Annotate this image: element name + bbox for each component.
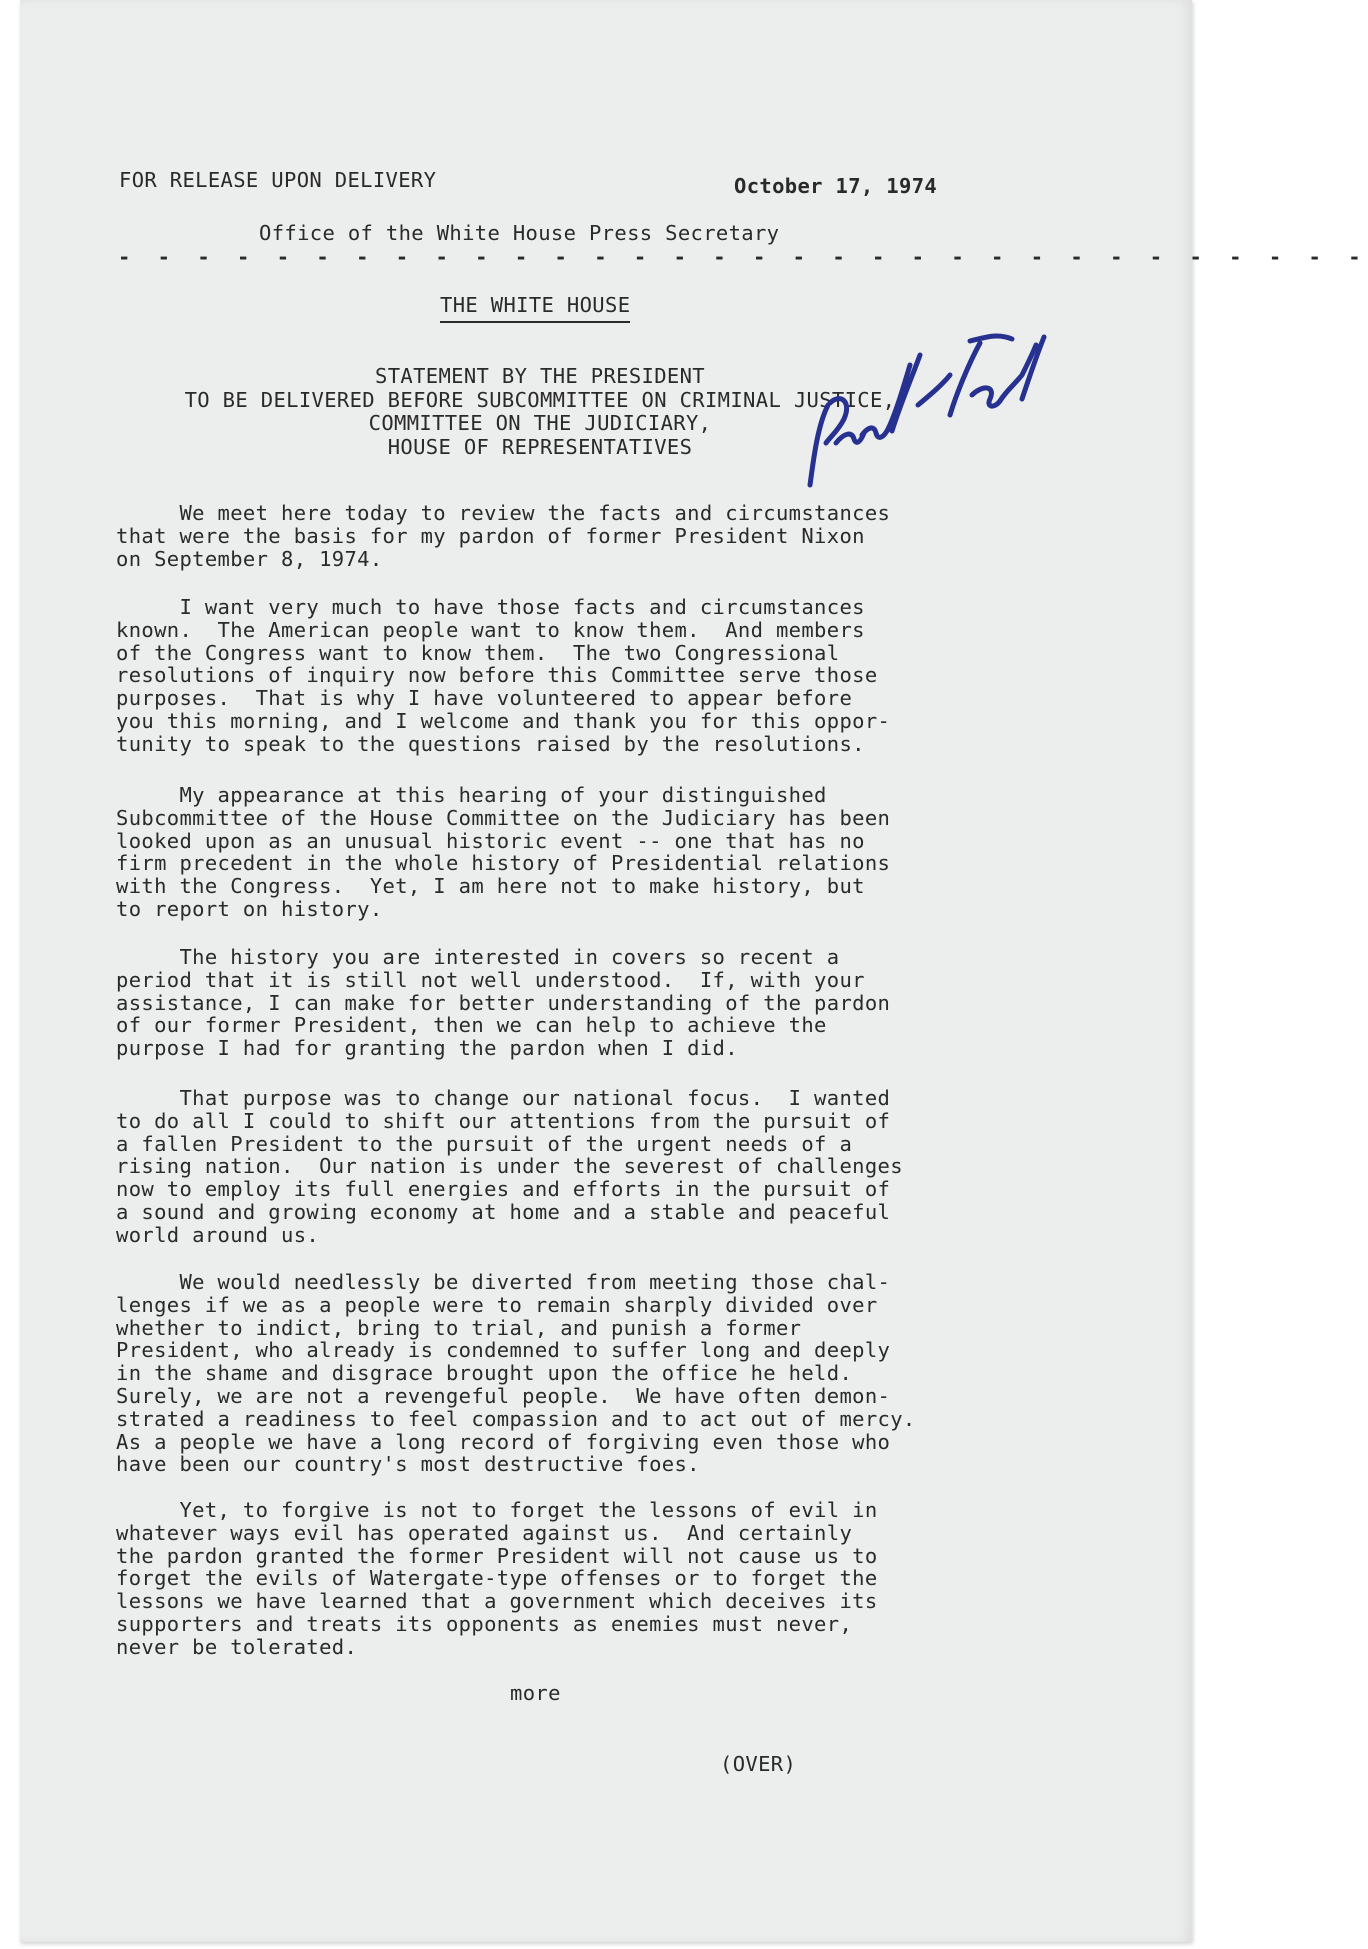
paragraph-line: now to employ its full energies and efforts in the pursuit of [116,1177,891,1202]
paragraph-line: whatever ways evil has operated against us. And certainly [116,1520,853,1545]
paragraph-line: That purpose was to change our national focus. I wanted [116,1086,891,1110]
paragraph-line: of the Congress want to know them. The two Congressional [116,640,840,665]
paragraph-line: lessons we have learned that a government which deceives its [116,1589,878,1614]
paragraph-line: have been our country's most destructive foes. [116,1452,700,1477]
paragraph-line: My appearance at this hearing of your distinguished [116,783,827,807]
paragraph-line: a sound and growing economy at home and a stable and peaceful [116,1199,891,1224]
paragraph-line: President, who already is condemned to suffer long and deeply [116,1338,891,1363]
paragraph-line: Subcommittee of the House Committee on the Judiciary has been [116,805,891,830]
paragraph-line: I want very much to have those facts and circumstances [116,595,865,619]
paragraph-line: Surely, we are not a revengeful people. We have often demon- [116,1383,891,1408]
paragraph-line: lenges if we as a people were to remain sharply divided over [116,1292,878,1317]
paragraph-line: purposes. That is why I have volunteered to appear before [116,686,853,711]
paragraph-line: firm precedent in the whole history of Presidential relations [116,851,891,876]
paragraph-line: with the Congress. Yet, I am here not to make history, but [116,874,865,899]
paragraph-line: supporters and treats its opponents as enemies must never, [116,1611,853,1636]
document-page [20,0,1368,1942]
president-signature [800,335,1060,495]
paragraph-line: The history you are interested in covers so recent a [116,945,840,969]
document-title: THE WHITE HOUSE [440,294,630,323]
paragraph-line: of our former President, then we can help to achieve the [116,1013,827,1038]
paragraph-2 [116,596,1016,756]
paragraph-line: looked upon as an unusual historic event -- one that has no [116,828,865,853]
paragraph-line: you this morning, and I welcome and thank you for this oppor- [116,708,891,733]
paragraph-5 [116,1087,1016,1247]
paragraph-line: strated a readiness to feel compassion and to act out of mercy. [116,1406,916,1431]
paragraph-1 [116,502,1016,570]
paragraph-line: forget the evils of Watergate-type offenses or to forget the [116,1566,878,1591]
paragraph-line: purpose I had for granting the pardon when I did. [116,1036,738,1061]
paragraph-line: resolutions of inquiry now before this Committee serve those [116,663,878,688]
continuation-over: (OVER) [720,1752,797,1776]
paragraph-line: whether to indict, bring to trial, and punish a former [116,1315,802,1340]
paragraph-line: period that it is still not well understood. If, with your [116,967,865,992]
paragraph-line: rising nation. Our nation is under the severest of challenges [116,1154,903,1179]
paragraph-line: world around us. [116,1222,320,1247]
paragraph-line: a fallen President to the pursuit of the urgent needs of a [116,1131,853,1156]
statement-heading-line-3: COMMITTEE ON THE JUDICIARY, [368,411,712,435]
paragraph-line: We would needlessly be diverted from meeting those chal- [116,1270,891,1294]
paragraph-line: known. The American people want to know them. And members [116,617,865,642]
paragraph-line: the pardon granted the former President will not cause us to [116,1543,878,1568]
paragraph-line: assistance, I can make for better understanding of the pardon [116,990,891,1015]
paragraph-line: As a people we have a long record of forgiving even those who [116,1429,891,1454]
paragraph-line: never be tolerated. [116,1634,358,1659]
paragraph-line: Yet, to forgive is not to forget the lessons of evil in [116,1498,878,1522]
paragraph-line: We meet here today to review the facts and circumstances [116,501,891,525]
paragraph-line: in the shame and disgrace brought upon the office he held. [116,1361,853,1386]
paragraph-3 [116,784,1016,921]
paragraph-6 [116,1271,1016,1476]
dashed-divider: - - - - - - - - - - - - - - - - - - - - - - - - - - - - - - - - [118,245,1368,269]
paragraph-line: to report on history. [116,896,383,921]
paragraph-line: on September 8, 1974. [116,546,383,571]
statement-heading-line-2: TO BE DELIVERED BEFORE SUBCOMMITTEE ON CRIMINAL JUSTICE, [184,388,896,412]
statement-heading-line-1: STATEMENT BY THE PRESIDENT [375,364,705,388]
paragraph-line: that were the basis for my pardon of former President Nixon [116,523,865,548]
signature-text: Gerald Ford [800,335,807,336]
paragraph-4 [116,946,1016,1060]
paragraph-line: tunity to speak to the questions raised by the resolutions. [116,731,865,756]
release-notice: FOR RELEASE UPON DELIVERY [119,168,437,192]
paragraph-7 [116,1499,1016,1659]
continuation-more: more [510,1681,561,1705]
paragraph-line: to do all I could to shift our attentions from the pursuit of [116,1108,891,1133]
office-line: Office of the White House Press Secretary [259,221,780,245]
statement-heading-line-4: HOUSE OF REPRESENTATIVES [387,435,693,459]
release-date: October 17, 1974 [734,174,938,198]
